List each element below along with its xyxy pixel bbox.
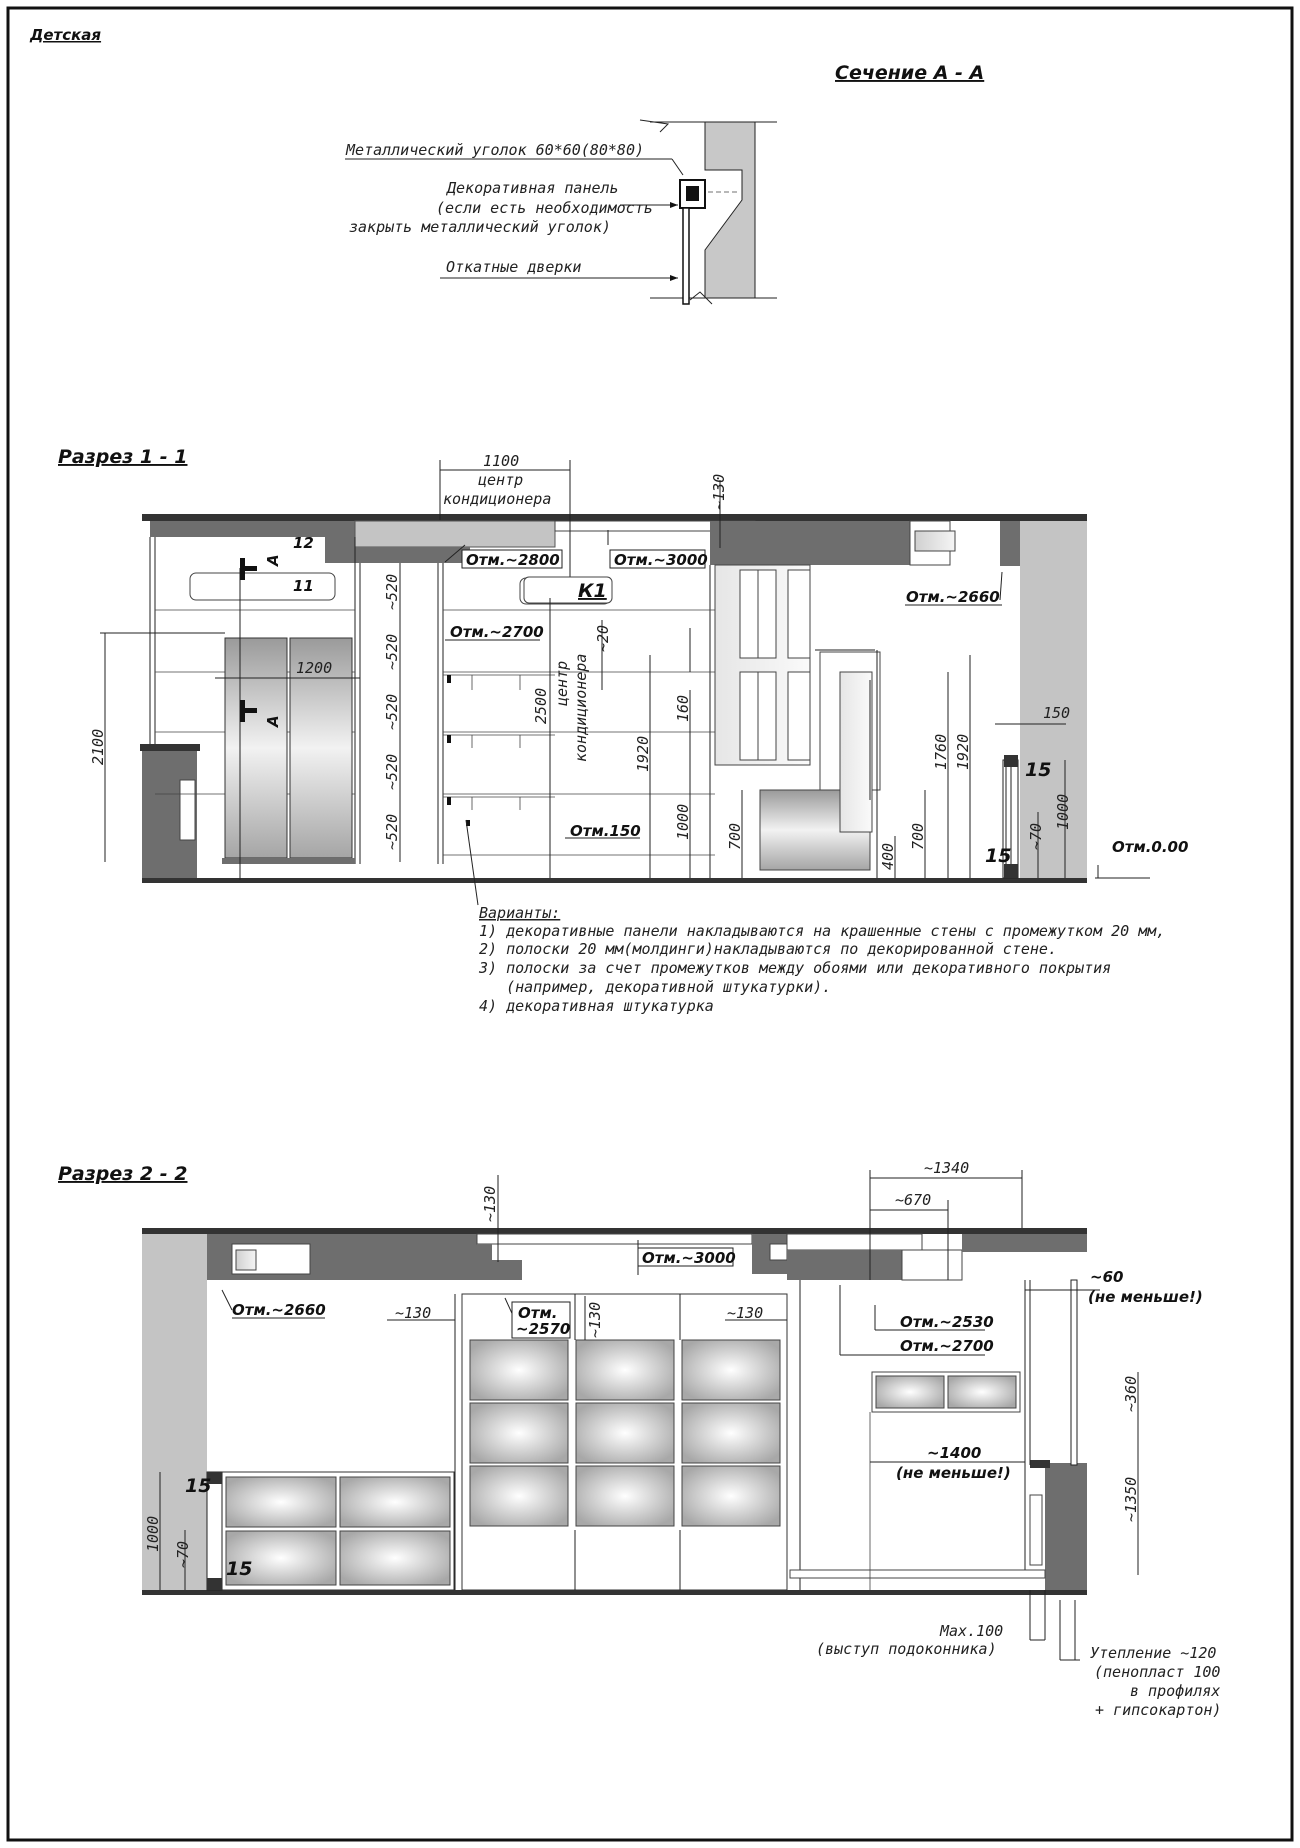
dim-1000-b: 1000 (1054, 793, 1072, 830)
section-aa-title: Сечение А - А (835, 62, 985, 84)
section-aa (345, 62, 984, 304)
dim-shelf-1: ~520 (383, 573, 401, 610)
sliding-doors (683, 208, 689, 304)
dim-160: 160 (674, 694, 692, 722)
ceiling-slab-22 (142, 1228, 1087, 1234)
ac-caption-2: кондиционера (443, 490, 552, 508)
svg-text:Отм.~3000: Отм.~3000 (614, 551, 708, 569)
label-sliding-doors: Откатные дверки (446, 258, 582, 276)
dim-shelf-3: ~520 (383, 693, 401, 730)
label-decor-panel-note2: закрыть металлический уголок) (349, 218, 611, 236)
floor-slab-11 (142, 878, 1087, 883)
dim-360: ~360 (1122, 1375, 1140, 1412)
dim-1340: ~1340 (924, 1159, 970, 1177)
item-22-15-top: 15 (185, 1475, 212, 1497)
svg-text:Отм.: Отм. (518, 1304, 558, 1322)
variant-3: 3) полоски за счет промежутков между обоями или декоративного покрытия (479, 959, 1112, 977)
svg-text:Отм.150: Отм.150 (570, 822, 641, 840)
mark-22-3000 (638, 1240, 736, 1275)
floor-slab-22 (142, 1590, 1087, 1595)
variant-2: 2) полоски 20 мм(молдинги)накладываются по декорированной стене. (479, 940, 1057, 958)
ac-unit-label: К1 (578, 580, 607, 602)
svg-text:Отм.~3000: Отм.~3000 (642, 1249, 736, 1267)
svg-text:Отм.~2700: Отм.~2700 (900, 1337, 994, 1355)
wardrobe-22 (455, 1294, 787, 1590)
dim-150: 150 (1043, 704, 1071, 722)
dim-shelf-2: ~520 (383, 633, 401, 670)
dim-1760: 1760 (932, 733, 950, 770)
dim-1400: ~1400 (927, 1444, 982, 1462)
page-title: Детская (30, 26, 102, 44)
ac-caption-1: центр (478, 471, 524, 489)
mark-22-2530 (875, 1305, 994, 1331)
section-11 (58, 446, 1188, 1015)
dim-shelf-4: ~520 (383, 753, 401, 790)
dim-ceiling-step: ~130 (710, 473, 728, 510)
dim-1000-22: 1000 (144, 1515, 162, 1552)
ac-vertical-1: центр (553, 660, 571, 706)
dim-70-22: ~70 (174, 1540, 192, 1568)
svg-text:Отм.~2660: Отм.~2660 (232, 1301, 326, 1319)
variant-1: 1) декоративные панели накладываются на крашенные стены с промежутком 20 мм, (479, 922, 1166, 940)
svg-text:А: А (264, 715, 282, 727)
note-sill: (выступ подоконника) (816, 1640, 997, 1658)
variant-3-cont: (например, декоративной штукатурки). (479, 978, 832, 996)
dim-130-mid: ~130 (586, 1301, 604, 1338)
dim-130-right: ~130 (727, 1304, 764, 1322)
mark-150 (565, 822, 641, 840)
right-wall-22 (1045, 1463, 1087, 1590)
dim-700-a: 700 (726, 822, 744, 850)
note-max100: Max.100 (940, 1622, 1004, 1640)
dim-ac-height: 2500 (532, 687, 550, 724)
mark-0 (1095, 838, 1188, 878)
dim-400: 400 (879, 842, 897, 870)
label-metal-angle: Металлический уголок 60*60(80*80) (346, 141, 645, 159)
dim-shelf-5: ~520 (383, 813, 401, 850)
mark-2700 (445, 623, 544, 641)
item-22-15-bottom: 15 (226, 1558, 253, 1580)
note-insulation-2: в профилях (1130, 1682, 1221, 1700)
mark-2660 (905, 572, 1002, 606)
note-insulation: Утепление ~120 (1090, 1644, 1217, 1662)
ac-vertical-2: кондиционера (572, 653, 590, 762)
svg-text:Отм.~2530: Отм.~2530 (900, 1313, 994, 1331)
variant-4: 4) декоративная штукатурка (479, 997, 714, 1015)
mark-22-2660 (222, 1290, 326, 1319)
item-15-top: 15 (1025, 759, 1052, 781)
dim-door-width: 1200 (296, 659, 333, 677)
dim-1920-b: 1920 (954, 733, 972, 770)
note-insulation-3: + гипсокартон) (1095, 1701, 1222, 1719)
dim-70: ~70 (1027, 822, 1045, 850)
dim-gap-20: ~20 (594, 624, 612, 652)
dim-ac-width: 1100 (483, 452, 520, 470)
section-22-title: Разрез 2 - 2 (58, 1163, 188, 1185)
dim-1400-note: (не меньше!) (896, 1464, 1011, 1482)
item-11: 11 (293, 577, 314, 595)
label-decor-panel: Декоративная панель (447, 179, 619, 197)
note-insulation-1: (пенопласт 100 (1094, 1663, 1221, 1681)
label-decor-panel-note1: (если есть необходимость (436, 199, 653, 217)
variants-title: Варианты: (479, 904, 561, 922)
item-12: 12 (293, 534, 314, 552)
dropped-ceiling-left (150, 521, 355, 537)
item-15-bottom: 15 (985, 845, 1012, 867)
ceiling-slab-11 (142, 514, 1087, 521)
dim-60-note: (не меньше!) (1088, 1288, 1203, 1306)
mark-3000 (608, 530, 708, 569)
section-11-title: Разрез 1 - 1 (58, 446, 188, 468)
svg-text:~2570: ~2570 (516, 1320, 571, 1338)
dim-1920-a: 1920 (634, 735, 652, 772)
wardrobe-door-left (225, 638, 287, 858)
dim-1000-a: 1000 (674, 803, 692, 840)
mark-22-2570 (505, 1298, 570, 1338)
svg-text:Отм.0.00: Отм.0.00 (1112, 838, 1189, 856)
section-aa-wall (705, 122, 755, 298)
svg-text:А: А (264, 554, 282, 566)
section-22 (58, 1159, 1221, 1719)
dim-130-left: ~130 (395, 1304, 432, 1322)
dim-height-2100: 2100 (89, 728, 107, 765)
svg-text:Отм.~2660: Отм.~2660 (906, 588, 1000, 606)
dim-130-top: ~130 (481, 1185, 499, 1222)
dim-60: ~60 (1090, 1268, 1124, 1286)
dim-1350: ~1350 (1122, 1476, 1140, 1522)
dim-670: ~670 (895, 1191, 932, 1209)
svg-text:Отм.~2700: Отм.~2700 (450, 623, 544, 641)
svg-text:Отм.~2800: Отм.~2800 (466, 551, 560, 569)
dim-700-b: 700 (909, 822, 927, 850)
